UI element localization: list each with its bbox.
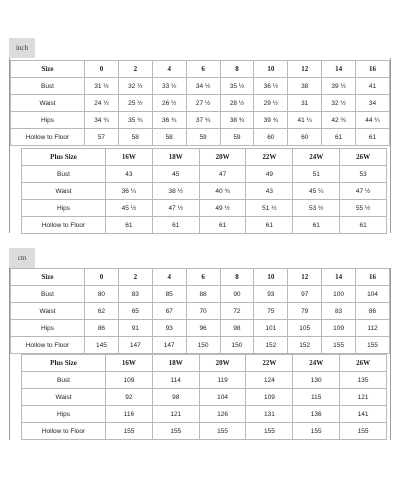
size-col-header: 20W <box>199 355 246 372</box>
size-col-header: 10 <box>254 269 288 286</box>
table-cell: 58 <box>118 129 152 146</box>
row-label: Bust <box>22 166 106 183</box>
table-row <box>22 423 387 440</box>
size-col-header: 6 <box>186 61 220 78</box>
table-cell: 97 <box>288 286 322 303</box>
size-header: Size <box>11 269 85 286</box>
table-cell: 38 ½ <box>152 183 199 200</box>
plus-size-header: Plus Size <box>22 149 106 166</box>
table-cell: 67 <box>152 303 186 320</box>
row-label: Waist <box>11 95 85 112</box>
size-col-header: 8 <box>220 61 254 78</box>
table-cell: 141 <box>340 406 387 423</box>
table-cell: 83 <box>322 303 356 320</box>
table-cell: 155 <box>106 423 153 440</box>
size-col-header: 0 <box>85 269 119 286</box>
table-cell: 43 <box>106 166 153 183</box>
table-cell: 29 ½ <box>254 95 288 112</box>
table-cell: 147 <box>152 337 186 354</box>
table-cell: 126 <box>199 406 246 423</box>
row-label: Hips <box>22 406 106 423</box>
table-cell: 61 <box>106 217 153 234</box>
table-cell: 104 <box>356 286 390 303</box>
table-cell: 92 <box>106 389 153 406</box>
table-cell: 136 <box>293 406 340 423</box>
table-row <box>11 303 390 320</box>
unit-label-inch: inch <box>9 38 35 58</box>
table-cell: 59 <box>186 129 220 146</box>
table-cell: 36 ¾ <box>152 112 186 129</box>
table-cell: 55 ½ <box>340 200 387 217</box>
table-cell: 112 <box>356 320 390 337</box>
size-col-header: 18W <box>152 355 199 372</box>
table-cell: 85 <box>152 286 186 303</box>
table-cell: 124 <box>246 372 293 389</box>
table-cell: 31 <box>288 95 322 112</box>
table-cell: 150 <box>186 337 220 354</box>
row-label: Hollow to Floor <box>22 423 106 440</box>
table-cell: 35 ¾ <box>118 112 152 129</box>
size-col-header: 12 <box>288 61 322 78</box>
table-cell: 38 <box>288 78 322 95</box>
table-cell: 41 ¼ <box>288 112 322 129</box>
table-cell: 41 <box>356 78 390 95</box>
table-cell: 28 ½ <box>220 95 254 112</box>
table-cell: 60 <box>254 129 288 146</box>
table-row <box>11 78 390 95</box>
table-cell: 51 <box>293 166 340 183</box>
size-col-header: 16W <box>106 355 153 372</box>
table-row <box>11 320 390 337</box>
table-cell: 88 <box>186 286 220 303</box>
table-cell: 43 <box>246 183 293 200</box>
table-cell: 75 <box>254 303 288 320</box>
table-cell: 86 <box>356 303 390 320</box>
table-cell: 93 <box>152 320 186 337</box>
table-cell: 47 ½ <box>340 183 387 200</box>
inch-regular-table <box>10 60 390 146</box>
table-cell: 39 ¾ <box>254 112 288 129</box>
table-cell: 59 <box>220 129 254 146</box>
table-cell: 98 <box>220 320 254 337</box>
table-cell: 155 <box>356 337 390 354</box>
row-label: Bust <box>22 372 106 389</box>
size-col-header: 8 <box>220 269 254 286</box>
table-cell: 40 ¾ <box>199 183 246 200</box>
table-cell: 25 ½ <box>118 95 152 112</box>
table-cell: 155 <box>246 423 293 440</box>
table-cell: 100 <box>322 286 356 303</box>
table-cell: 61 <box>152 217 199 234</box>
inch-plus-table <box>21 148 387 234</box>
inch-size-chart <box>9 58 391 233</box>
table-cell: 45 ½ <box>106 200 153 217</box>
table-cell: 155 <box>322 337 356 354</box>
table-cell: 49 <box>246 166 293 183</box>
table-row <box>22 389 387 406</box>
table-cell: 45 <box>152 166 199 183</box>
table-cell: 98 <box>152 389 199 406</box>
size-col-header: 26W <box>340 355 387 372</box>
table-cell: 155 <box>340 423 387 440</box>
table-cell: 32 ½ <box>322 95 356 112</box>
table-cell: 109 <box>322 320 356 337</box>
size-col-header: 16 <box>356 269 390 286</box>
table-cell: 33 ½ <box>152 78 186 95</box>
table-cell: 145 <box>85 337 119 354</box>
table-cell: 62 <box>85 303 119 320</box>
table-row <box>11 337 390 354</box>
size-header: Size <box>11 61 85 78</box>
table-row <box>11 112 390 129</box>
row-label: Hips <box>11 112 85 129</box>
table-cell: 38 ¾ <box>220 112 254 129</box>
table-cell: 150 <box>220 337 254 354</box>
plus-size-header: Plus Size <box>22 355 106 372</box>
table-row <box>22 166 387 183</box>
table-cell: 26 ½ <box>152 95 186 112</box>
size-col-header: 24W <box>293 149 340 166</box>
table-cell: 51 ½ <box>246 200 293 217</box>
size-col-header: 4 <box>152 269 186 286</box>
table-cell: 79 <box>288 303 322 320</box>
size-col-header: 10 <box>254 61 288 78</box>
table-cell: 61 <box>293 217 340 234</box>
table-cell: 101 <box>254 320 288 337</box>
row-label: Waist <box>11 303 85 320</box>
size-col-header: 12 <box>288 269 322 286</box>
table-cell: 131 <box>246 406 293 423</box>
table-cell: 45 ¼ <box>293 183 340 200</box>
table-cell: 31 ½ <box>85 78 119 95</box>
table-cell: 135 <box>340 372 387 389</box>
size-col-header: 26W <box>340 149 387 166</box>
table-cell: 93 <box>254 286 288 303</box>
table-cell: 24 ½ <box>85 95 119 112</box>
table-cell: 61 <box>322 129 356 146</box>
table-cell: 36 ¼ <box>106 183 153 200</box>
table-cell: 39 ½ <box>322 78 356 95</box>
cm-regular-table <box>10 268 390 354</box>
table-cell: 83 <box>118 286 152 303</box>
table-cell: 116 <box>106 406 153 423</box>
row-label: Waist <box>22 183 106 200</box>
table-cell: 27 ½ <box>186 95 220 112</box>
table-cell: 61 <box>340 217 387 234</box>
row-label: Hips <box>22 200 106 217</box>
row-label: Hollow to Floor <box>22 217 106 234</box>
table-cell: 34 ½ <box>186 78 220 95</box>
table-cell: 115 <box>293 389 340 406</box>
size-col-header: 2 <box>118 269 152 286</box>
table-cell: 60 <box>288 129 322 146</box>
table-cell: 104 <box>199 389 246 406</box>
cm-size-chart <box>9 268 391 440</box>
table-cell: 65 <box>118 303 152 320</box>
table-cell: 121 <box>340 389 387 406</box>
table-cell: 90 <box>220 286 254 303</box>
table-row <box>22 406 387 423</box>
table-cell: 70 <box>186 303 220 320</box>
table-cell: 61 <box>246 217 293 234</box>
table-cell: 35 ½ <box>220 78 254 95</box>
size-col-header: 20W <box>199 149 246 166</box>
table-header-row <box>22 355 387 372</box>
table-cell: 61 <box>356 129 390 146</box>
table-cell: 36 ½ <box>254 78 288 95</box>
row-label: Hollow to Floor <box>11 337 85 354</box>
table-cell: 44 ¼ <box>356 112 390 129</box>
table-cell: 147 <box>118 337 152 354</box>
table-header-row <box>11 269 390 286</box>
table-cell: 109 <box>246 389 293 406</box>
table-row <box>22 183 387 200</box>
row-label: Hollow to Floor <box>11 129 85 146</box>
row-label: Bust <box>11 78 85 95</box>
size-col-header: 18W <box>152 149 199 166</box>
table-cell: 53 <box>340 166 387 183</box>
size-col-header: 16 <box>356 61 390 78</box>
table-cell: 57 <box>85 129 119 146</box>
table-cell: 96 <box>186 320 220 337</box>
table-cell: 152 <box>254 337 288 354</box>
size-col-header: 4 <box>152 61 186 78</box>
table-row <box>11 129 390 146</box>
table-cell: 114 <box>152 372 199 389</box>
table-row <box>22 217 387 234</box>
table-cell: 34 <box>356 95 390 112</box>
table-header-row <box>22 149 387 166</box>
table-row <box>11 95 390 112</box>
table-cell: 34 ¾ <box>85 112 119 129</box>
size-col-header: 2 <box>118 61 152 78</box>
table-header-row <box>11 61 390 78</box>
table-cell: 121 <box>152 406 199 423</box>
table-cell: 32 ½ <box>118 78 152 95</box>
table-row <box>22 200 387 217</box>
table-cell: 155 <box>199 423 246 440</box>
row-label: Waist <box>22 389 106 406</box>
table-cell: 49 ½ <box>199 200 246 217</box>
table-row <box>11 286 390 303</box>
row-label: Bust <box>11 286 85 303</box>
cm-plus-table <box>21 354 387 440</box>
size-col-header: 14 <box>322 269 356 286</box>
table-cell: 42 ¾ <box>322 112 356 129</box>
size-col-header: 22W <box>246 149 293 166</box>
table-cell: 37 ¾ <box>186 112 220 129</box>
size-col-header: 6 <box>186 269 220 286</box>
unit-label-cm: cm <box>9 248 35 268</box>
table-row <box>22 372 387 389</box>
table-cell: 119 <box>199 372 246 389</box>
table-cell: 80 <box>85 286 119 303</box>
table-cell: 86 <box>85 320 119 337</box>
table-cell: 109 <box>106 372 153 389</box>
table-cell: 72 <box>220 303 254 320</box>
table-cell: 53 ½ <box>293 200 340 217</box>
size-col-header: 24W <box>293 355 340 372</box>
table-cell: 47 <box>199 166 246 183</box>
table-cell: 91 <box>118 320 152 337</box>
size-col-header: 22W <box>246 355 293 372</box>
size-col-header: 16W <box>106 149 153 166</box>
row-label: Hips <box>11 320 85 337</box>
size-col-header: 14 <box>322 61 356 78</box>
size-col-header: 0 <box>85 61 119 78</box>
table-cell: 58 <box>152 129 186 146</box>
table-cell: 105 <box>288 320 322 337</box>
table-cell: 155 <box>293 423 340 440</box>
table-cell: 47 ½ <box>152 200 199 217</box>
table-cell: 155 <box>152 423 199 440</box>
table-cell: 152 <box>288 337 322 354</box>
table-cell: 61 <box>199 217 246 234</box>
table-cell: 130 <box>293 372 340 389</box>
